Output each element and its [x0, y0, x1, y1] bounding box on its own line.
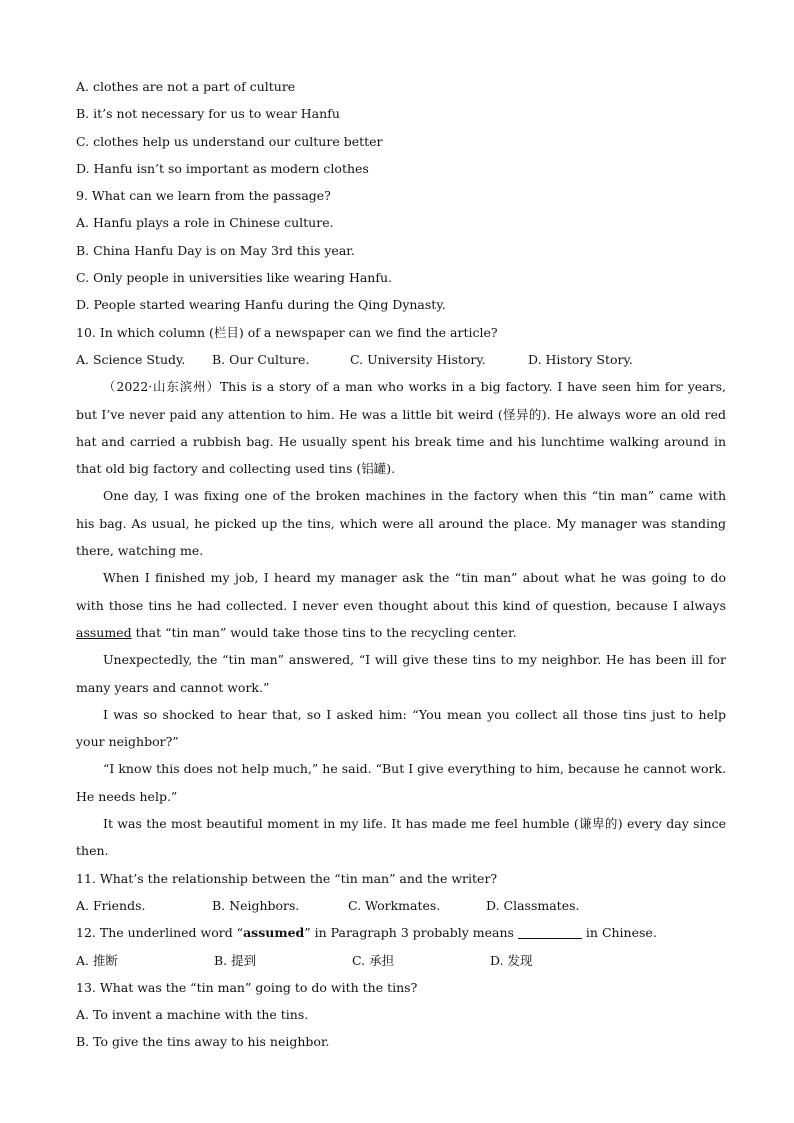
q12-options: [76, 947, 726, 974]
q12-option-a: A. 推断: [76, 952, 118, 968]
q10-option-c: C. University History.: [350, 351, 486, 367]
q9-stem: 9. What can we learn from the passage?: [76, 188, 331, 204]
p3-text-before: When I finished my job, I heard my manager ask the “tin man” about what he was going to do with those tins he had collected. I never even thought about this kind of question, because I always: [76, 570, 726, 613]
answer-blank: [518, 924, 582, 939]
q11-option-d: D. Classmates.: [486, 897, 580, 913]
passage-paragraph-6: “I know this does not help much,” he said. “But I give everything to him, because he cannot work. He needs help.”: [76, 761, 726, 804]
q12-stem-mid: ” in Paragraph 3 probably means: [304, 925, 514, 941]
q10-option-a: A. Science Study.: [76, 351, 186, 367]
q12-option-d: D. 发现: [490, 952, 533, 968]
passage-paragraph-3: [76, 564, 726, 646]
q9-option-b: B. China Hanfu Day is on May 3rd this year.: [76, 242, 355, 258]
q10-options: [76, 346, 726, 373]
q11-stem: 11. What’s the relationship between the “tin man” and the writer?: [76, 870, 498, 886]
passage-paragraph-7: It was the most beautiful moment in my life. It has made me feel humble (谦卑的) every day since then.: [76, 816, 726, 859]
q11-options: [76, 892, 726, 919]
q12-bold-word: assumed: [243, 925, 305, 941]
q12-option-c: C. 承担: [352, 952, 395, 968]
q13-option-a: A. To invent a machine with the tins.: [76, 1007, 309, 1023]
q8-option-c: C. clothes help us understand our culture better: [76, 133, 383, 149]
q11-option-c: C. Workmates.: [348, 897, 441, 913]
q9-option-d: D. People started wearing Hanfu during the Qing Dynasty.: [76, 297, 446, 313]
q10-option-b: B. Our Culture.: [212, 351, 310, 367]
underlined-word-assumed: assumed: [76, 624, 132, 640]
q8-option-a: A. clothes are not a part of culture: [76, 79, 296, 94]
q8-option-b: B. it’s not necessary for us to wear Hanfu: [76, 106, 340, 122]
q12-stem: [76, 919, 726, 946]
q11-option-a: A. Friends.: [76, 897, 146, 913]
passage-paragraph-5: I was so shocked to hear that, so I asked him: “You mean you collect all those tins just to help your neighbor?”: [76, 706, 726, 750]
p3-text-after: that “tin man” would take those tins to the recycling center.: [131, 624, 517, 640]
document-page: [76, 73, 726, 1056]
q9-option-c: C. Only people in universities like wearing Hanfu.: [76, 270, 393, 286]
q9-option-a: A. Hanfu plays a role in Chinese culture.: [76, 215, 334, 231]
q12-stem-after: in Chinese.: [585, 925, 657, 941]
q10-stem: 10. In which column (栏目) of a newspaper can we find the article?: [76, 324, 498, 340]
q13-stem: 13. What was the “tin man” going to do with the tins?: [76, 979, 418, 995]
q12-stem-before: 12. The underlined word “: [76, 925, 244, 941]
passage-paragraph-1: （2022·山东滨州）This is a story of a man who works in a big factory. I have seen him for years, but I’ve never paid any attention to him. He was a little bit weird (怪异的). He always wore an old red hat and carried a rubbish bag. He usually spent his break time and his lunchtime walking around in that old big factory and collecting used tins (铝罐).: [76, 379, 726, 477]
q11-option-b: B. Neighbors.: [212, 897, 300, 913]
q13-option-b: B. To give the tins away to his neighbor.: [76, 1034, 330, 1050]
q8-option-d: D. Hanfu isn’t so important as modern clothes: [76, 160, 369, 176]
q10-option-d: D. History Story.: [528, 351, 633, 367]
passage-paragraph-2: One day, I was fixing one of the broken machines in the factory when this “tin man” came with his bag. As usual, he picked up the tins, which were all around the place. My manager was standing there, watching me.: [76, 488, 726, 559]
passage-paragraph-4: Unexpectedly, the “tin man” answered, “I will give these tins to my neighbor. He has been ill for many years and cannot work.”: [76, 652, 726, 695]
q12-option-b: B. 提到: [214, 952, 257, 968]
